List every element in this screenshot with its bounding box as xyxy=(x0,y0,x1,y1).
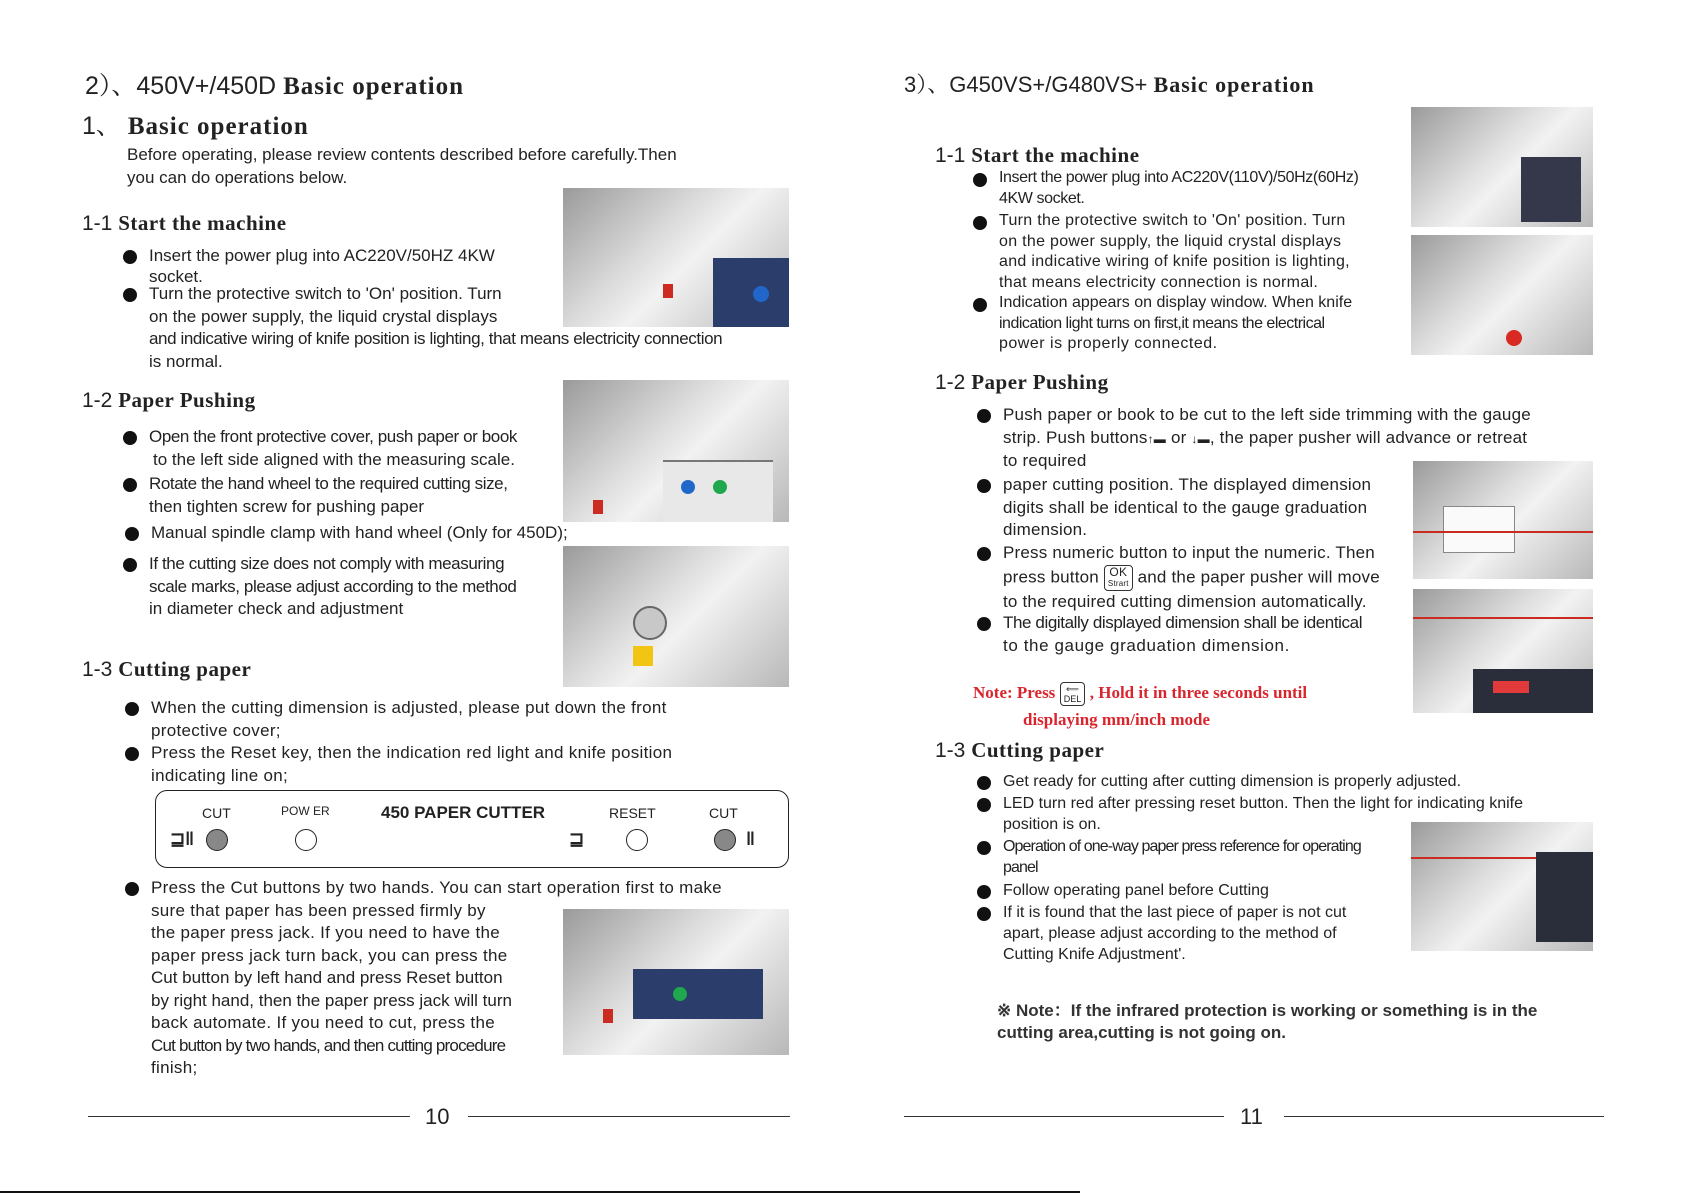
reset-label: RESET xyxy=(609,805,656,821)
inline-text: and the paper pusher will move xyxy=(1137,566,1380,586)
inline-text: or xyxy=(1170,427,1187,447)
ok-start-key-icon xyxy=(1104,565,1133,591)
intro-line: you can do operations below. xyxy=(127,167,348,187)
cut-right-button xyxy=(714,829,736,851)
bullet-item xyxy=(977,880,1443,901)
heading-text: Start the machine xyxy=(118,211,287,235)
bullet-line: Press the Reset key, then the indication red light and knife position xyxy=(151,743,673,762)
heading-number: 1-2 xyxy=(935,371,966,394)
bullet-item xyxy=(977,836,1443,878)
bullet-item xyxy=(977,612,1443,657)
bullet-line: Insert the power plug into AC220V/50HZ 4KW xyxy=(149,246,495,265)
heading-text: Cutting paper xyxy=(118,657,252,681)
bullet-line: If it is found that the last piece of paper is not cut xyxy=(1003,904,1347,921)
bullet-line: indicating line on; xyxy=(151,765,289,785)
bullet-line: Cut button by two hands, and then cutting procedure xyxy=(151,1035,506,1055)
machine-top-photo xyxy=(1411,107,1593,227)
bullet-item xyxy=(977,542,1443,613)
del-key-icon: ⟸ DEL xyxy=(1060,682,1086,706)
bullet-line: digits shall be identical to the gauge graduation xyxy=(1003,497,1368,517)
bullet-line: Press numeric button to input the numeric. Then xyxy=(1003,543,1375,562)
bullet-line: sure that paper has been pressed firmly by xyxy=(151,900,486,920)
bullet-line: in diameter check and adjustment xyxy=(149,599,404,618)
intro-paragraph xyxy=(127,144,677,189)
section-number: 2）、450V+/450D xyxy=(85,72,277,100)
bullet-item xyxy=(123,245,589,285)
bullet-line: is normal. xyxy=(149,351,223,371)
heading-number: 1-1 xyxy=(82,212,113,235)
bullet-item xyxy=(123,426,589,471)
bullet-line: that means electricity connection is normal. xyxy=(999,273,1319,291)
subsection-number: 1、 xyxy=(82,112,121,140)
reset-symbol-icon: ⊒ xyxy=(569,829,585,849)
bullet-line: to the left side aligned with the measuring scale. xyxy=(153,449,515,469)
section-title-text: Basic operation xyxy=(283,73,465,100)
paper-gauge-photo xyxy=(1413,461,1593,579)
heading-paper-pushing xyxy=(82,388,256,413)
bullet-line: by right hand, then the paper press jack will turn xyxy=(151,990,512,1010)
bullet-item xyxy=(125,742,811,787)
footer-rule xyxy=(904,1116,1224,1117)
bullet-item xyxy=(125,697,811,742)
footer-rule xyxy=(1284,1116,1604,1117)
bullet-line: protective cover; xyxy=(151,720,281,740)
heading-start-machine xyxy=(935,143,1140,168)
section-title-text: Basic operation xyxy=(1153,72,1315,97)
heading-paper-pushing xyxy=(935,370,1109,395)
bullet-line: power is properly connected. xyxy=(999,335,1218,352)
bullet-item xyxy=(125,522,771,545)
bullet-line: Operation of one-way paper press reference for operating xyxy=(1003,838,1361,855)
bullet-item xyxy=(977,474,1443,542)
power-indicator xyxy=(295,829,317,851)
bullet-line xyxy=(1003,565,1443,591)
machine-switch-photo xyxy=(1411,235,1593,355)
bullet-line: to required xyxy=(1003,451,1087,470)
page-number: 10 xyxy=(425,1104,450,1129)
section-title xyxy=(85,66,464,102)
panel-title: 450 PAPER CUTTER xyxy=(381,803,546,822)
start-key-label: Strart xyxy=(1107,578,1129,588)
bullet-line: panel xyxy=(1003,859,1038,876)
inline-text: , the paper pusher will advance or retreat xyxy=(1209,427,1528,447)
bullet-line: When the cutting dimension is adjusted, please put down the front xyxy=(151,698,667,717)
bullet-line: The digitally displayed dimension shall be identical xyxy=(1003,613,1363,632)
bullet-item xyxy=(973,168,1439,209)
section-number: 3）、G450VS+/G480VS+ xyxy=(904,72,1148,97)
bullet-line: then tighten screw for pushing paper xyxy=(149,496,425,516)
advance-button-icon: ↑▬ xyxy=(1147,431,1167,446)
cut-right-label: CUT xyxy=(709,805,738,821)
bullet-line: Turn the protective switch to 'On' position. Turn xyxy=(149,284,502,303)
footer-rule xyxy=(468,1116,790,1117)
inline-text: press button xyxy=(1003,566,1099,586)
heading-cutting-paper xyxy=(935,738,1104,763)
bullet-line: Manual spindle clamp with hand wheel (Only for 450D); xyxy=(151,523,568,542)
heading-cutting-paper xyxy=(82,657,251,682)
intro-line: Before operating, please review contents described before carefully.Then xyxy=(127,145,677,164)
cut-left-label: CUT xyxy=(202,805,231,821)
bullet-line: the paper press jack. If you need to have the xyxy=(151,923,500,942)
bullet-line: apart, please adjust according to the method of xyxy=(1003,925,1337,942)
bullet-item xyxy=(977,902,1443,965)
bullet-line: If the cutting size does not comply with measuring xyxy=(149,554,505,573)
heading-number: 1-1 xyxy=(935,144,966,167)
warning-line: cutting area,cutting is not going on. xyxy=(997,1023,1286,1042)
ok-key-label: OK xyxy=(1109,564,1128,579)
page-number: 11 xyxy=(1240,1104,1263,1129)
bullet-line: to the gauge graduation dimension. xyxy=(1003,635,1290,655)
bullet-line: Cutting Knife Adjustment'. xyxy=(1003,946,1186,963)
cutting-panel-photo xyxy=(1411,822,1593,951)
bullet-line: and indicative wiring of knife position is lighting, xyxy=(999,253,1350,270)
reset-button xyxy=(626,829,648,851)
heading-number: 1-2 xyxy=(82,389,113,412)
bullet-line: on the power supply, the liquid crystal displays xyxy=(149,306,498,326)
bullet-line: Insert the power plug into AC220V(110V)/50Hz(60Hz) xyxy=(999,169,1359,186)
bullet-line: Indication appears on display window. When knife xyxy=(999,294,1353,311)
bullet-item xyxy=(973,293,1439,355)
cut-left-button xyxy=(206,829,228,851)
note-text: , Hold it in three seconds until xyxy=(1089,683,1308,703)
infrared-warning xyxy=(997,1000,1537,1044)
cutting-hands-photo xyxy=(563,909,789,1055)
left-page xyxy=(0,0,842,1193)
bullet-line: Push paper or book to be cut to the left side trimming with the gauge xyxy=(1003,405,1531,424)
bullet-item xyxy=(977,771,1643,792)
knife-symbol-icon: ‖ xyxy=(746,829,755,849)
heading-text: Paper Pushing xyxy=(971,370,1109,394)
bullet-line: LED turn red after pressing reset button. Then the light for indicating knife xyxy=(1003,795,1523,812)
bullet-line: Follow operating panel before Cutting xyxy=(1003,882,1269,899)
bullet-line: and indicative wiring of knife position is lighting, that means electricity connection xyxy=(149,329,723,348)
heading-number: 1-3 xyxy=(82,658,113,681)
section-title xyxy=(904,68,1315,99)
bullet-line: Rotate the hand wheel to the required cutting size, xyxy=(149,474,508,493)
control-panel-diagram xyxy=(155,790,789,868)
bullet-line: Turn the protective switch to 'On' position. Turn xyxy=(999,212,1346,229)
bullet-item xyxy=(123,553,589,621)
bullet-line: finish; xyxy=(151,1058,198,1077)
bullet-line: on the power supply, the liquid crystal displays xyxy=(999,232,1342,250)
warning-line: ※ Note：If the infrared protection is working or something is in the xyxy=(997,1001,1538,1020)
paper-pushing-photo xyxy=(563,380,789,522)
bullet-line: Cut button by left hand and press Reset button xyxy=(151,968,503,987)
heading-text: Paper Pushing xyxy=(118,388,256,412)
bullet-line: Open the front protective cover, push paper or book xyxy=(149,427,518,446)
heading-start-machine xyxy=(82,211,287,236)
inline-text: strip. Push buttons xyxy=(1003,427,1148,447)
del-key-label: DEL xyxy=(1063,694,1082,704)
bullet-line: back automate. If you need to cut, press the xyxy=(151,1013,495,1032)
bullet-line: paper cutting position. The displayed dimension xyxy=(1003,475,1372,494)
hand-wheel-photo xyxy=(563,546,789,687)
heading-text: Start the machine xyxy=(971,143,1140,167)
subsection-title xyxy=(82,106,309,142)
bullet-line: indication light turns on first,it means the electrical xyxy=(999,314,1325,332)
bullet-line: Get ready for cutting after cutting dimension is properly adjusted. xyxy=(1003,773,1462,790)
control-display-photo xyxy=(1413,589,1593,713)
bullet-line: Press the Cut buttons by two hands. You can start operation first to make xyxy=(151,878,722,897)
footer-rule xyxy=(88,1116,410,1117)
bullet-line xyxy=(1003,427,1613,451)
bullet-line: socket. xyxy=(149,266,203,286)
bullet-line: dimension. xyxy=(1003,520,1088,539)
power-label: POW ER xyxy=(281,804,330,818)
retreat-button-icon: ↓▬ xyxy=(1191,431,1210,446)
right-page xyxy=(842,0,1685,1193)
subsection-title-text: Basic operation xyxy=(127,113,309,140)
cut-symbol-icon: ⊒‖ xyxy=(170,829,195,849)
bullet-item xyxy=(973,211,1439,293)
bullet-line: 4KW socket. xyxy=(999,189,1085,207)
bullet-line: position is on. xyxy=(1003,816,1101,833)
heading-text: Cutting paper xyxy=(971,738,1105,762)
note-del-key xyxy=(973,682,1307,706)
bullet-line: scale marks, please adjust according to the method xyxy=(149,576,517,596)
note-text: displaying mm/inch mode xyxy=(1023,710,1211,729)
bullet-line: to the required cutting dimension automatically. xyxy=(1003,591,1367,611)
note-text: Note: Press xyxy=(973,683,1056,703)
bullet-item xyxy=(123,473,589,518)
heading-number: 1-3 xyxy=(935,739,966,762)
bullet-line: paper press jack turn back, you can press the xyxy=(151,945,508,965)
machine-photo xyxy=(563,188,789,327)
